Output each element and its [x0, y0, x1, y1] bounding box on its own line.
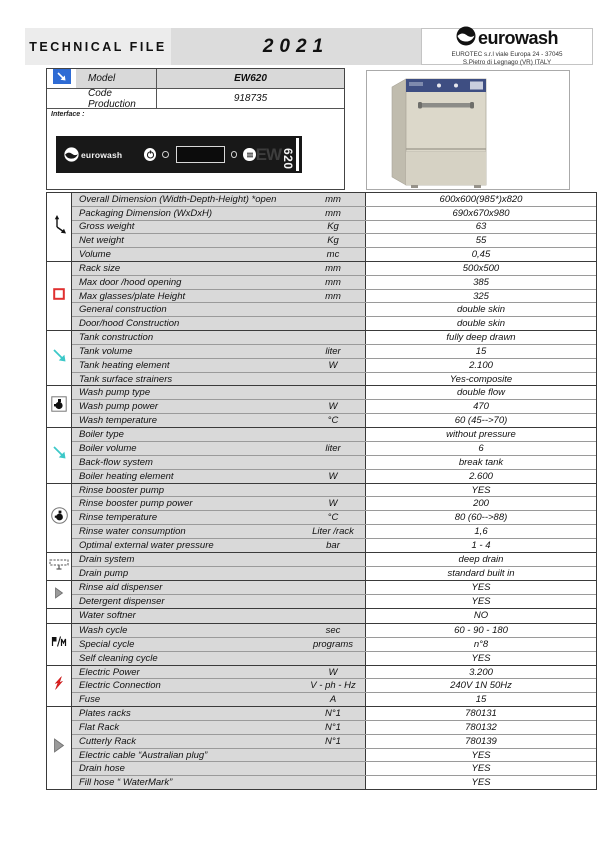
- spec-value: 15: [365, 693, 596, 706]
- spec-unit: programs: [301, 638, 365, 651]
- spec-value: without pressure: [365, 428, 596, 441]
- spec-row: [72, 469, 596, 483]
- spec-value: fully deep drawn: [365, 331, 596, 344]
- icon-cell: [47, 262, 72, 330]
- spec-value: 325: [365, 290, 596, 303]
- icon-cell: [47, 386, 72, 427]
- panel-model-number: 620: [281, 147, 295, 170]
- spec-row: [72, 553, 596, 566]
- spec-row: [72, 455, 596, 469]
- spec-label: Gross weight: [72, 221, 301, 234]
- spec-unit: W: [301, 400, 365, 413]
- spec-label: Detergent dispenser: [72, 595, 301, 608]
- electric-icon: [52, 675, 66, 696]
- spec-label: Optimal external water pressure: [72, 539, 301, 552]
- power-button-icon: [144, 148, 156, 161]
- spec-row: [72, 233, 596, 247]
- spec-value: n°8: [365, 638, 596, 651]
- spec-label: Water softner: [72, 609, 301, 623]
- spec-group: [47, 706, 596, 789]
- dimensions-icon: [51, 215, 68, 240]
- spec-unit: °C: [301, 414, 365, 427]
- spec-value: 0,45: [365, 248, 596, 261]
- model-value: EW620: [156, 69, 344, 88]
- spec-row: [72, 441, 596, 455]
- panel-model-prefix: EW: [255, 144, 281, 164]
- spec-unit: [301, 609, 365, 623]
- spec-unit: W: [301, 359, 365, 372]
- panel-display: [176, 146, 225, 163]
- dishwasher-image: [379, 73, 509, 189]
- spec-label: Tank volume: [72, 345, 301, 358]
- spec-label: Packaging Dimension (WxDxH): [72, 207, 301, 220]
- spec-unit: N°1: [301, 721, 365, 734]
- panel-logo-icon: [64, 147, 79, 162]
- spec-row: [72, 358, 596, 372]
- spec-value: YES: [365, 652, 596, 665]
- spec-unit: N°1: [301, 707, 365, 720]
- spec-value: 500x500: [365, 262, 596, 275]
- spec-label: Wash pump power: [72, 400, 301, 413]
- icon-cell: [47, 331, 72, 385]
- spec-label: Special cycle: [72, 638, 301, 651]
- accessories-icon: [53, 738, 65, 758]
- spec-row: [72, 386, 596, 399]
- product-photo-box: [366, 70, 570, 190]
- spec-row: [72, 775, 596, 789]
- panel-brand-logo: [64, 147, 122, 162]
- spec-group: [47, 427, 596, 482]
- code-production-value: 918735: [156, 89, 344, 108]
- icon-cell: [47, 581, 72, 608]
- spec-value: 2.600: [365, 470, 596, 483]
- spec-label: Door/hood Construction: [72, 317, 301, 330]
- spec-value: YES: [365, 776, 596, 789]
- spec-unit: [301, 331, 365, 344]
- spec-value: break tank: [365, 456, 596, 469]
- spec-row: [72, 302, 596, 316]
- spec-label: Fill hose “ WaterMark”: [72, 776, 301, 789]
- spec-label: Wash pump type: [72, 386, 301, 399]
- spec-unit: W: [301, 470, 365, 483]
- brand-logo-box: [421, 28, 593, 65]
- icon-cell: [47, 553, 72, 580]
- spec-value: YES: [365, 581, 596, 594]
- spec-row: [72, 247, 596, 261]
- spec-row: [72, 692, 596, 706]
- spec-label: Boiler heating element: [72, 470, 301, 483]
- spec-unit: A: [301, 693, 365, 706]
- spec-row: [72, 484, 596, 497]
- spec-row: [72, 748, 596, 762]
- spec-row: [72, 331, 596, 344]
- spec-value: double flow: [365, 386, 596, 399]
- spec-label: Drain system: [72, 553, 301, 566]
- icon-cell: [47, 609, 72, 623]
- spec-value: 60 (45-->70): [365, 414, 596, 427]
- spec-value: 385: [365, 276, 596, 289]
- spec-value: 600x600(985*)x820: [365, 193, 596, 206]
- spec-row: [72, 372, 596, 386]
- spec-value: YES: [365, 484, 596, 497]
- spec-label: Rinse booster pump: [72, 484, 301, 497]
- spec-label: Rack size: [72, 262, 301, 275]
- spec-label: Rinse temperature: [72, 511, 301, 524]
- spec-value: 1 - 4: [365, 539, 596, 552]
- spec-row: [72, 510, 596, 524]
- spec-unit: mm: [301, 290, 365, 303]
- spec-label: Max door /hood opening: [72, 276, 301, 289]
- icon-cell: [47, 624, 72, 665]
- spec-unit: [301, 762, 365, 775]
- interface-label: Interface :: [51, 111, 85, 118]
- panel-end-strip: [296, 138, 299, 171]
- spec-row: [72, 289, 596, 303]
- model-info-table: [46, 68, 345, 190]
- spec-unit: W: [301, 497, 365, 510]
- spec-label: General construction: [72, 303, 301, 316]
- spec-value: double skin: [365, 317, 596, 330]
- spec-value: 6: [365, 442, 596, 455]
- spec-label: Rinse water consumption: [72, 525, 301, 538]
- spec-group: [47, 608, 596, 623]
- spec-unit: N°1: [301, 735, 365, 748]
- spec-row: [72, 275, 596, 289]
- spec-row: [72, 581, 596, 594]
- control-panel-image: [56, 136, 302, 173]
- spec-unit: [301, 595, 365, 608]
- spec-value: 240V 1N 50Hz: [365, 679, 596, 692]
- spec-row: [72, 678, 596, 692]
- spec-row: [72, 566, 596, 580]
- spec-unit: Kg: [301, 221, 365, 234]
- spec-label: Drain hose: [72, 762, 301, 775]
- spec-row: [72, 609, 596, 623]
- model-label: Model: [76, 69, 156, 88]
- drain-icon: [49, 557, 69, 576]
- spec-label: Self cleaning cycle: [72, 652, 301, 665]
- spec-label: Drain pump: [72, 567, 301, 580]
- spec-unit: [301, 652, 365, 665]
- spec-row: [72, 220, 596, 234]
- tank-fill-icon: [52, 348, 67, 368]
- panel-model-mark: [256, 138, 299, 171]
- rinse-pump-icon: [51, 507, 68, 529]
- brand-name: eurowash: [477, 28, 559, 49]
- spec-value: 60 - 90 - 180: [365, 624, 596, 637]
- spec-label: Overall Dimension (Width-Depth-Height) *open: [72, 193, 301, 206]
- spec-label: Electric Power: [72, 666, 301, 679]
- spec-value: 80 (60-->88): [365, 511, 596, 524]
- spec-value: 1,6: [365, 525, 596, 538]
- spec-unit: mm: [301, 193, 365, 206]
- spec-group: [47, 483, 596, 552]
- spec-unit: mm: [301, 207, 365, 220]
- brand-address-line1: EUROTEC s.r.l viale Europa 24 - 37045: [451, 51, 563, 59]
- icon-cell: [47, 707, 72, 789]
- spec-value: 780131: [365, 707, 596, 720]
- spec-row: [72, 666, 596, 679]
- spec-value: 780132: [365, 721, 596, 734]
- spec-label: Plates racks: [72, 707, 301, 720]
- spec-row: [72, 707, 596, 720]
- spec-value: double skin: [365, 303, 596, 316]
- eurowash-logo-icon: [456, 26, 476, 50]
- spec-row: [72, 624, 596, 637]
- spec-label: Back-flow system: [72, 456, 301, 469]
- spec-label: Net weight: [72, 234, 301, 247]
- interface-section: [47, 108, 344, 189]
- year-label: 2021: [171, 28, 421, 65]
- spec-unit: bar: [301, 539, 365, 552]
- spec-value: 15: [365, 345, 596, 358]
- spec-unit: [301, 553, 365, 566]
- icon-cell: [47, 193, 72, 261]
- spec-unit: liter: [301, 345, 365, 358]
- spec-row: [72, 496, 596, 510]
- spec-value: Yes-composite: [365, 373, 596, 386]
- spec-unit: [301, 581, 365, 594]
- spec-value: 63: [365, 221, 596, 234]
- spec-label: Tank heating element: [72, 359, 301, 372]
- spec-table: [46, 192, 597, 790]
- spec-value: 200: [365, 497, 596, 510]
- model-row: [47, 69, 344, 88]
- spec-group: [47, 261, 596, 330]
- status-led-icon: [162, 151, 169, 158]
- spec-unit: Liter /rack: [301, 525, 365, 538]
- spec-row: [72, 193, 596, 206]
- spec-group: [47, 665, 596, 707]
- spec-label: Tank construction: [72, 331, 301, 344]
- blue-arrow-icon: [53, 69, 71, 89]
- spec-group: [47, 193, 596, 261]
- spec-label: Volume: [72, 248, 301, 261]
- icon-cell: [47, 428, 72, 482]
- spec-row: [72, 720, 596, 734]
- spec-unit: [301, 386, 365, 399]
- spec-label: Rinse booster pump power: [72, 497, 301, 510]
- spec-unit: [301, 428, 365, 441]
- icon-cell: [47, 484, 72, 552]
- icon-cell: [47, 666, 72, 707]
- spec-row: [72, 538, 596, 552]
- spec-label: Electric Connection: [72, 679, 301, 692]
- spec-group: [47, 580, 596, 608]
- spec-unit: mc: [301, 248, 365, 261]
- spec-unit: °C: [301, 511, 365, 524]
- spec-row: [72, 316, 596, 330]
- spec-group: [47, 330, 596, 385]
- spec-label: Max glasses/plate Height: [72, 290, 301, 303]
- spec-label: Boiler volume: [72, 442, 301, 455]
- spec-row: [72, 637, 596, 651]
- brand-address-line2: S.Pietro di Legnago (VR) ITALY: [462, 59, 552, 66]
- spec-value: 2.100: [365, 359, 596, 372]
- spec-unit: [301, 317, 365, 330]
- spec-unit: Kg: [301, 234, 365, 247]
- spec-value: NO: [365, 609, 596, 623]
- spec-unit: [301, 776, 365, 789]
- wash-pump-icon: [51, 396, 67, 417]
- header: [25, 28, 593, 65]
- spec-value: YES: [365, 595, 596, 608]
- spec-unit: sec: [301, 624, 365, 637]
- spec-label: Rinse aid dispenser: [72, 581, 301, 594]
- cycle-icon: [49, 635, 69, 653]
- spec-value: 690x670x980: [365, 207, 596, 220]
- spec-row: [72, 413, 596, 427]
- spec-unit: [301, 484, 365, 497]
- spec-value: standard built in: [365, 567, 596, 580]
- code-production-label: Code Production: [88, 87, 136, 110]
- spec-row: [72, 428, 596, 441]
- spec-group: [47, 552, 596, 580]
- spec-row: [72, 594, 596, 608]
- spec-row: [72, 262, 596, 275]
- spec-row: [72, 761, 596, 775]
- spec-value: 780139: [365, 735, 596, 748]
- spec-row: [72, 206, 596, 220]
- spec-unit: liter: [301, 442, 365, 455]
- spec-label: Flat Rack: [72, 721, 301, 734]
- rack-icon: [53, 287, 65, 305]
- spec-unit: [301, 456, 365, 469]
- spec-value: 3.200: [365, 666, 596, 679]
- spec-row: [72, 651, 596, 665]
- spec-label: Fuse: [72, 693, 301, 706]
- spec-value: YES: [365, 762, 596, 775]
- spec-row: [72, 344, 596, 358]
- spec-group: [47, 623, 596, 665]
- spec-row: [72, 734, 596, 748]
- spec-value: deep drain: [365, 553, 596, 566]
- spec-row: [72, 399, 596, 413]
- panel-brand-name: eurowash: [81, 149, 123, 160]
- spec-unit: mm: [301, 262, 365, 275]
- spec-unit: [301, 749, 365, 762]
- status-led2-icon: [231, 151, 238, 158]
- page-title: TECHNICAL FILE: [25, 28, 171, 65]
- spec-unit: [301, 373, 365, 386]
- model-icon-cell: [47, 69, 76, 88]
- empty-icon-cell: [47, 89, 76, 108]
- spec-row: [72, 524, 596, 538]
- cycle-select-button-icon: [243, 148, 255, 161]
- boiler-fill-icon: [52, 445, 67, 465]
- spec-label: Tank surface strainers: [72, 373, 301, 386]
- spec-unit: W: [301, 666, 365, 679]
- spec-unit: [301, 567, 365, 580]
- spec-value: YES: [365, 749, 596, 762]
- spec-label: Electric cable “Australian plug”: [72, 749, 301, 762]
- dispenser-icon: [54, 586, 64, 604]
- spec-unit: V - ph - Hz: [301, 679, 365, 692]
- code-production-row: [47, 88, 344, 108]
- spec-unit: mm: [301, 276, 365, 289]
- spec-label: Wash cycle: [72, 624, 301, 637]
- spec-value: 470: [365, 400, 596, 413]
- spec-label: Cutterly Rack: [72, 735, 301, 748]
- brand-address: [452, 51, 563, 67]
- spec-value: 55: [365, 234, 596, 247]
- spec-label: Boiler type: [72, 428, 301, 441]
- spec-unit: [301, 303, 365, 316]
- spec-group: [47, 385, 596, 427]
- spec-label: Wash temperature: [72, 414, 301, 427]
